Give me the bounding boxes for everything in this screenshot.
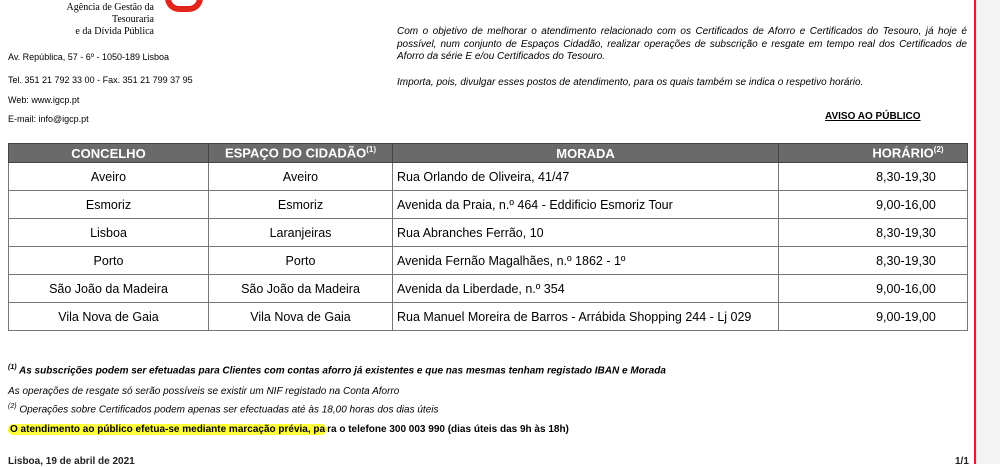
cell-espaco: Laranjeiras xyxy=(209,219,393,247)
footnote-2-mark: (2) xyxy=(8,403,17,410)
agency-line-1: Agência de Gestão da Tesouraria xyxy=(66,2,154,25)
igcp-logo-icon xyxy=(165,0,203,12)
table-header-row xyxy=(9,144,968,163)
table-row xyxy=(9,247,968,275)
cell-concelho: Esmoriz xyxy=(9,191,209,219)
header-horario-note: (2) xyxy=(933,145,944,155)
cell-concelho: São João da Madeira xyxy=(9,275,209,303)
header-morada xyxy=(393,144,779,163)
cell-concelho: Vila Nova de Gaia xyxy=(9,303,209,331)
contact-phone: Tel. 351 21 792 33 00 - Fax. 351 21 799 37 95 xyxy=(8,75,193,85)
cell-horario: 9,00-16,00 xyxy=(779,191,968,219)
table-row xyxy=(9,275,968,303)
agency-line-2: e da Dívida Pública xyxy=(75,26,154,37)
cell-espaco: Vila Nova de Gaia xyxy=(209,303,393,331)
cell-espaco: São João da Madeira xyxy=(209,275,393,303)
cell-morada: Avenida da Praia, n.º 464 - Eddificio Esmoriz Tour xyxy=(393,191,779,219)
header-espaco-label: ESPAÇO DO CIDADÃO xyxy=(224,145,367,161)
page-number-cut: 1/1 xyxy=(955,456,969,467)
cell-morada: Rua Manuel Moreira de Barros - Arrábida Shopping 244 - Lj 029 xyxy=(393,303,779,331)
public-notice-title: AVISO AO PÚBLICO xyxy=(825,111,921,122)
cell-horario: 8,30-19,30 xyxy=(779,247,968,275)
cell-morada: Rua Abranches Ferrão, 10 xyxy=(393,219,779,247)
viewer-scroll-edge[interactable] xyxy=(976,0,1000,464)
cell-horario: 8,30-19,30 xyxy=(779,219,968,247)
header-concelho xyxy=(9,144,209,163)
header-horario-label: HORÁRIO xyxy=(872,145,934,161)
header-morada-label: MORADA xyxy=(556,145,615,161)
agency-name xyxy=(34,2,154,38)
cell-concelho: Porto xyxy=(9,247,209,275)
header-horario xyxy=(779,144,968,163)
header-espaco-note: (1) xyxy=(366,145,377,155)
table-row xyxy=(9,163,968,191)
footnote-1-mark: (1) xyxy=(8,364,17,371)
contact-address: Av. República, 57 - 6º - 1050-189 Lisboa xyxy=(8,52,170,62)
table-row xyxy=(9,191,968,219)
appointment-rest: ra o telefone 300 003 990 (dias úteis das 9h às 18h) xyxy=(327,424,569,435)
table-row xyxy=(9,219,968,247)
footnote-2-text: Operações sobre Certificados podem apenas ser efectuadas até às 18,00 horas dos dias úteis xyxy=(19,404,439,416)
cell-espaco: Esmoriz xyxy=(209,191,393,219)
appointment-highlight: O atendimento ao público efetua-se mediante marcação prévia, pa xyxy=(10,424,326,435)
footnote-1 xyxy=(8,364,666,376)
cell-concelho: Aveiro xyxy=(9,163,209,191)
footnote-1b: As operações de resgate só serão possíveis se existir um NIF registado na Conta Aforro xyxy=(8,386,400,397)
table-row xyxy=(9,303,968,331)
header-concelho-label: CONCELHO xyxy=(71,145,146,161)
cell-concelho: Lisboa xyxy=(9,219,209,247)
cell-morada: Avenida Fernão Magalhães, n.º 1862 - 1º xyxy=(393,247,779,275)
cell-espaco: Porto xyxy=(209,247,393,275)
cell-morada: Rua Orlando de Oliveira, 41/47 xyxy=(393,163,779,191)
intro-paragraph: Com o objetivo de melhorar o atendimento relacionado com os Certificados de Aforro e Certificados do Tesouro, já hoje é possível, num conjunto de Espaços Cidadão, realizar operações de subscrição e resgate em tempo real dos Certificados de Aforro da série E e/ou Certificados do Tesouro. xyxy=(397,26,967,63)
date-line-cut: Lisboa, 19 de abril de 2021 xyxy=(8,456,135,467)
cell-morada: Avenida da Liberdade, n.º 354 xyxy=(393,275,779,303)
cell-horario: 9,00-16,00 xyxy=(779,275,968,303)
intro-paragraph-2: Importa, pois, divulgar esses postos de atendimento, para os quais também se indica o respetivo horário. xyxy=(397,77,864,88)
cell-horario: 8,30-19,30 xyxy=(779,163,968,191)
contact-email: E-mail: info@igcp.pt xyxy=(8,114,89,124)
cell-horario: 9,00-19,00 xyxy=(779,303,968,331)
footnote-2 xyxy=(8,403,438,415)
contact-web: Web: www.igcp.pt xyxy=(8,95,80,105)
cell-espaco: Aveiro xyxy=(209,163,393,191)
locations-table xyxy=(8,143,968,331)
appointment-note xyxy=(8,424,569,435)
footnote-1-text: As subscrições podem ser efetuadas para Clientes com contas aforro já existentes e que nas mesmas tenham registado IBAN e Morada xyxy=(18,365,666,377)
header-espaco xyxy=(209,144,393,163)
